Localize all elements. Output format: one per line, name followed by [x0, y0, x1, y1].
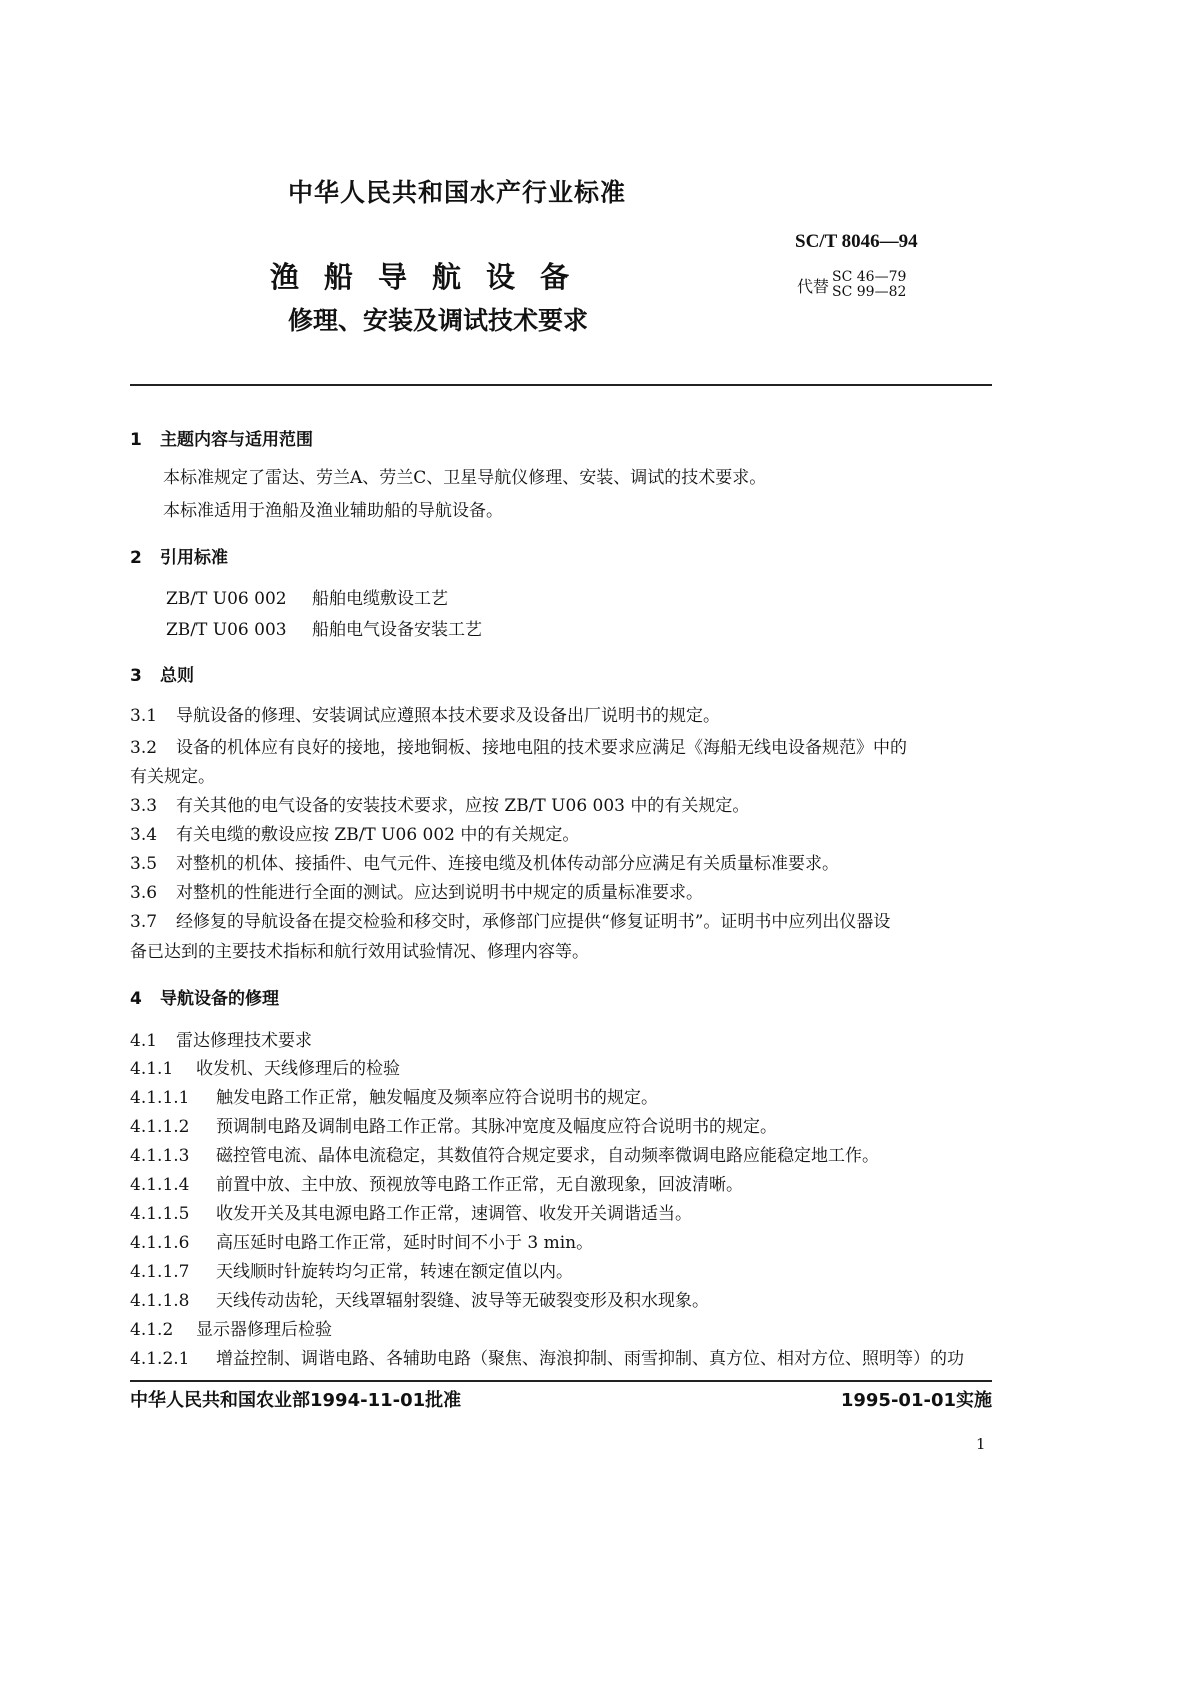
replaces-block	[797, 270, 906, 300]
clause-text: 前置中放、主中放、预视放等电路工作正常，无自激现象，回波清晰。	[216, 1175, 743, 1195]
clause-number: 4.1.1.7	[130, 1262, 190, 1282]
clause-number: 3.6	[130, 883, 158, 903]
clause	[130, 1315, 332, 1340]
clause-text: 对整机的性能进行全面的测试。应达到说明书中规定的质量标准要求。	[176, 883, 703, 903]
clause	[130, 1228, 593, 1253]
reference-item	[166, 584, 448, 609]
clause	[130, 820, 579, 845]
clause	[130, 701, 720, 726]
clause	[130, 1112, 777, 1137]
clause-text: 触发电路工作正常，触发幅度及频率应符合说明书的规定。	[216, 1088, 658, 1108]
paragraph: 本标准适用于渔船及渔业辅助船的导航设备。	[163, 501, 503, 521]
clause-text: 雷达修理技术要求	[176, 1031, 312, 1051]
clause	[130, 1257, 573, 1282]
clause-number: 3.7	[130, 912, 158, 932]
clause-number: 3.1	[130, 706, 158, 726]
clause	[130, 849, 839, 874]
clause	[130, 733, 907, 758]
replaced-codes	[832, 270, 906, 300]
section-heading	[130, 543, 228, 568]
clause-number: 4.1.1.6	[130, 1233, 190, 1253]
clause	[130, 1170, 743, 1195]
replaced-code: SC 46—79	[832, 269, 907, 285]
clause-continuation: 有关规定。	[130, 767, 215, 787]
clause-text: 设备的机体应有良好的接地，接地铜板、接地电阻的技术要求应满足《海船无线电设备规范》中的	[176, 738, 907, 758]
clause-text: 对整机的机体、接插件、电气元件、连接电缆及机体传动部分应满足有关质量标准要求。	[176, 854, 839, 874]
clause-number: 4.1.1	[130, 1059, 174, 1079]
clause-number: 4.1.1.4	[130, 1175, 190, 1195]
clause-number: 4.1.1.1	[130, 1088, 190, 1108]
standard-code-text: SC/T 8046—94	[795, 231, 918, 252]
clause-text: 有关其他的电气设备的安装技术要求，应按 ZB/T U06 003 中的有关规定。	[176, 796, 750, 816]
issuing-body-title: 中华人民共和国水产行业标准	[288, 178, 627, 207]
section-title: 引用标准	[160, 548, 228, 568]
clause-text: 增益控制、调谐电路、各辅助电路（聚焦、海浪抑制、雨雪抑制、真方位、相对方位、照明等）的功	[216, 1349, 964, 1369]
reference-code: ZB/T U06 002	[166, 589, 287, 609]
standard-code	[795, 230, 918, 253]
section-heading	[130, 661, 194, 686]
document-title-line1: 渔船导航设备	[270, 260, 595, 294]
clause-text: 经修复的导航设备在提交检验和移交时，承修部门应提供“修复证明书”。证明书中应列出仪器设	[176, 912, 891, 932]
clause	[130, 907, 890, 932]
clause	[130, 791, 749, 816]
clause	[130, 1141, 879, 1166]
reference-code: ZB/T U06 003	[166, 620, 287, 640]
clause-text: 导航设备的修理、安装调试应遵照本技术要求及设备出厂说明书的规定。	[176, 706, 720, 726]
reference-name: 船舶电气设备安装工艺	[312, 620, 482, 640]
clause-number: 3.3	[130, 796, 158, 816]
section-title: 主题内容与适用范围	[160, 430, 313, 450]
clause	[130, 1199, 692, 1224]
page-number: 1	[976, 1435, 986, 1453]
section-number: 2	[130, 548, 142, 568]
section-title: 总则	[160, 666, 194, 686]
clause-number: 4.1.1.5	[130, 1204, 190, 1224]
clause-number: 4.1.1.8	[130, 1291, 190, 1311]
section-number: 4	[130, 989, 142, 1009]
clause	[130, 1344, 964, 1369]
section-heading	[130, 425, 313, 450]
clause-text: 收发机、天线修理后的检验	[196, 1059, 400, 1079]
clause	[130, 1286, 709, 1311]
clause-text: 预调制电路及调制电路工作正常。其脉冲宽度及幅度应符合说明书的规定。	[216, 1117, 777, 1137]
clause-continuation: 备已达到的主要技术指标和航行效用试验情况、修理内容等。	[130, 942, 589, 962]
clause-number: 4.1	[130, 1031, 158, 1051]
clause-number: 3.4	[130, 825, 158, 845]
clause-text: 天线顺时针旋转均匀正常，转速在额定值以内。	[216, 1262, 573, 1282]
clause-text: 有关电缆的敷设应按 ZB/T U06 002 中的有关规定。	[176, 825, 580, 845]
section-number: 3	[130, 666, 142, 686]
clause-text: 磁控管电流、晶体电流稳定，其数值符合规定要求，自动频率微调电路应能稳定地工作。	[216, 1146, 879, 1166]
paragraph: 本标准规定了雷达、劳兰A、劳兰C、卫星导航仪修理、安装、调试的技术要求。	[163, 468, 767, 488]
clause	[130, 878, 703, 903]
clause-text: 显示器修理后检验	[196, 1320, 332, 1340]
section-number: 1	[130, 430, 142, 450]
clause-number: 3.2	[130, 738, 158, 758]
footer-divider	[130, 1380, 992, 1382]
reference-item	[166, 615, 482, 640]
replaces-label: 代替	[797, 276, 830, 296]
clause-text: 收发开关及其电源电路工作正常，速调管、收发开关调谐适当。	[216, 1204, 692, 1224]
document-title-line2: 修理、安装及调试技术要求	[288, 306, 589, 335]
clause-number: 4.1.1.2	[130, 1117, 190, 1137]
clause-number: 3.5	[130, 854, 158, 874]
clause	[130, 1054, 400, 1079]
header-divider	[130, 384, 992, 386]
clause-number: 4.1.2	[130, 1320, 174, 1340]
clause-text: 天线传动齿轮，天线罩辐射裂缝、波导等无破裂变形及积水现象。	[216, 1291, 709, 1311]
approval-line: 中华人民共和国农业部1994-11-01批准	[130, 1390, 462, 1411]
clause	[130, 1026, 312, 1051]
clause	[130, 1083, 658, 1108]
section-title: 导航设备的修理	[160, 989, 279, 1009]
clause-text: 高压延时电路工作正常，延时时间不小于 3 min。	[216, 1233, 594, 1253]
section-heading	[130, 984, 279, 1009]
reference-name: 船舶电缆敷设工艺	[312, 589, 448, 609]
clause-number: 4.1.1.3	[130, 1146, 190, 1166]
clause-number: 4.1.2.1	[130, 1349, 190, 1369]
replaced-code: SC 99—82	[832, 284, 907, 300]
effective-date: 1995-01-01实施	[840, 1390, 992, 1411]
